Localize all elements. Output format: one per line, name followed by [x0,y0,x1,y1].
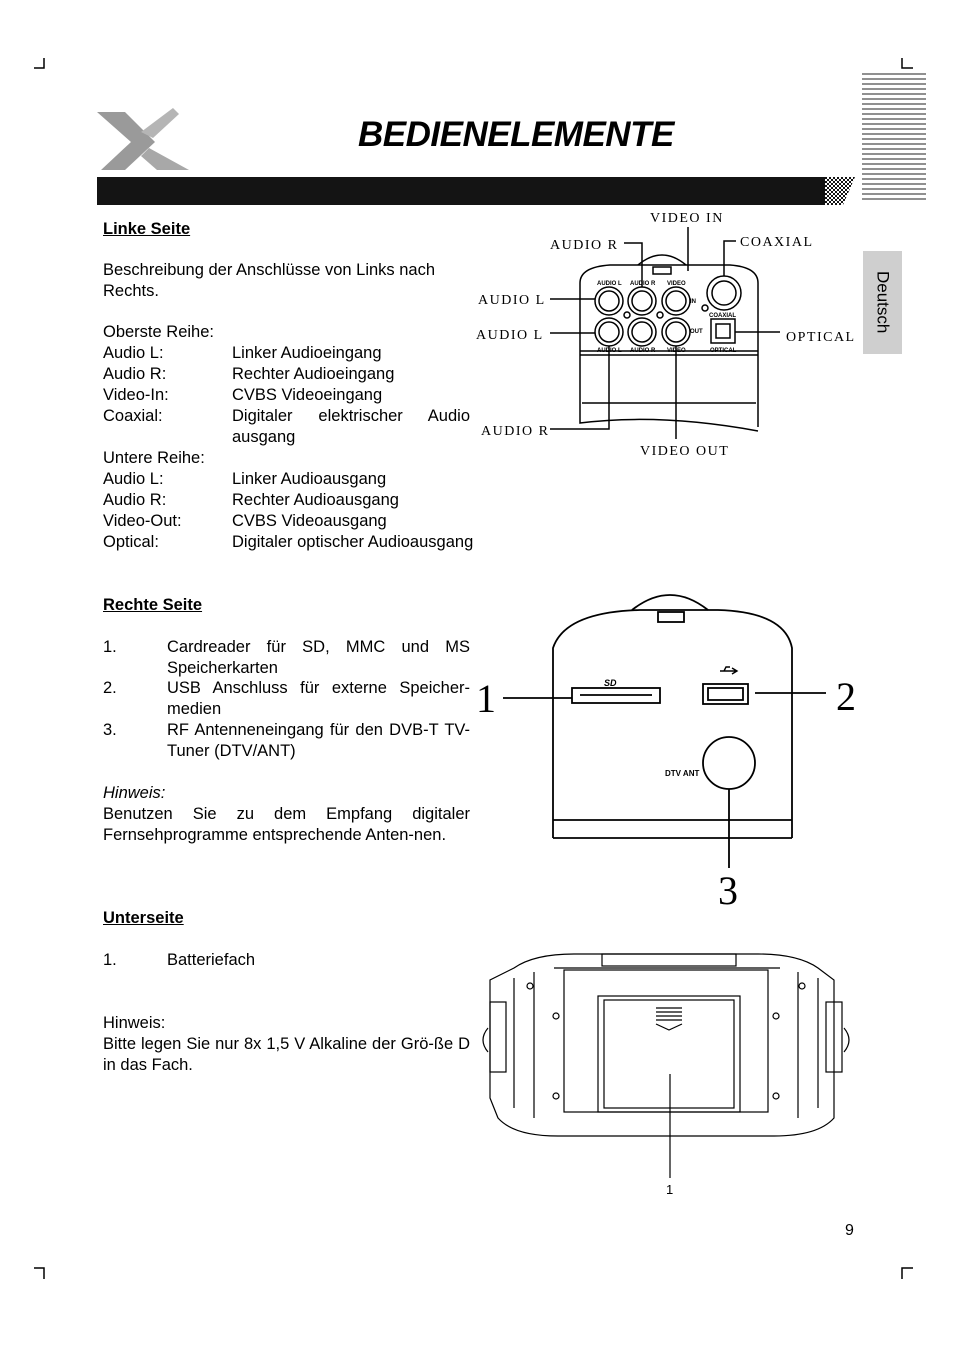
callout-2: 2 [836,674,856,719]
callout-audio-l-bottom: AUDIO L [476,328,544,343]
section-heading-right: Rechte Seite [103,596,203,614]
panel-label: COAXIAL [709,313,736,319]
underside-note-text: Bitte legen Sie nur 8x 1,5 V Alkaline der Grö-ße D in das Fach. [103,1035,470,1074]
crop-mark-bottom-right [901,1267,913,1279]
header-bar-dither [825,177,855,205]
callout-video-out: VIDEO OUT [640,444,730,459]
section-heading-left: Linke Seite [103,220,191,238]
crop-mark-bottom-left [34,1267,46,1279]
left-intro: Beschreibung der Anschlüsse von Links nach Rechts. [103,261,436,300]
sd-logo: SD [604,678,617,688]
language-tab-label: Deutsch [873,271,893,334]
usb-icon [720,667,737,674]
note-text: Benutzen Sie zu dem Empfang digitaler Fernsehprogramme entsprechende Anten-nen. [103,805,470,844]
panel-label: AUDIO R [630,348,656,354]
panel-label: VIDEO [667,348,686,354]
section-heading-underside: Unterseite [103,909,184,927]
panel-label: OPTICAL [710,348,737,354]
page-title: BEDIENELEMENTE [358,115,674,154]
callout-audio-r-top: AUDIO R [550,238,619,253]
panel-label: AUDIO L [597,281,622,287]
top-row-label: Oberste Reihe: [103,323,214,341]
brand-logo [95,108,195,176]
callout-3: 3 [718,868,738,906]
crop-mark-top-left [34,58,46,70]
left-side-connector-diagram [470,205,862,467]
panel-label: OUT [690,329,703,335]
dtv-ant-label: DTV ANT [665,769,700,778]
callout-coaxial: COAXIAL [740,235,814,250]
underside-note-label: Hinweis: [103,1014,166,1032]
callout-audio-l-top: AUDIO L [478,293,546,308]
crop-mark-top-right [901,58,913,70]
page-number: 9 [845,1222,854,1239]
callout-audio-r-bottom: AUDIO R [481,424,550,439]
callout-battery: 1 [666,1182,674,1197]
panel-label: VIDEO [667,281,686,287]
panel-label: AUDIO L [597,348,622,354]
decorative-stripes [862,72,926,200]
underside-diagram [474,948,858,1198]
callout-video-in: VIDEO IN [650,211,724,226]
right-side-connector-diagram [470,588,862,906]
header-bar [97,177,825,205]
callout-optical: OPTICAL [786,330,856,345]
bottom-row-label: Untere Reihe: [103,449,205,467]
note-label: Hinweis: [103,784,166,802]
callout-1: 1 [476,676,496,721]
panel-label: AUDIO R [630,281,656,287]
panel-label: IN [690,299,696,305]
